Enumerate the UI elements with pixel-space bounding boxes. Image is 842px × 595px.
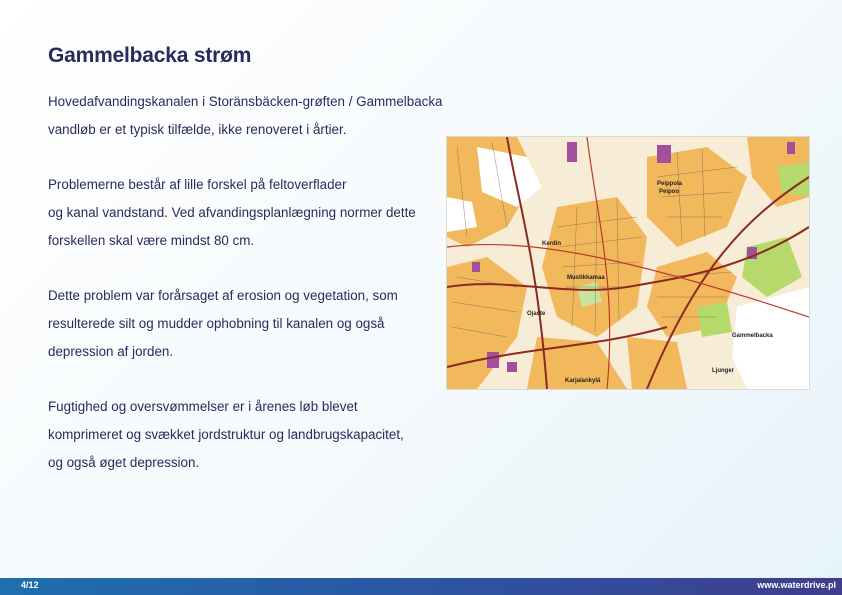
body-text: [48, 88, 468, 504]
text-line: Dette problem var forårsaget af erosion og vegetation, som: [48, 288, 398, 303]
website-link[interactable]: www.waterdrive.pl: [757, 580, 836, 590]
map-label-peippola: Peippola: [657, 181, 683, 187]
footer-bar: [0, 578, 842, 595]
text-line: og kanal vandstand. Ved afvandingsplanlægning normer dette: [48, 205, 416, 220]
paragraph-1: [48, 88, 468, 144]
map-label-ljunger: Ljunger: [712, 368, 734, 374]
text-line: forskellen skal være mindst 80 cm.: [48, 233, 255, 248]
paragraph-2: [48, 171, 468, 255]
map-label-ojaste: Ojaste: [527, 311, 546, 317]
text-line: komprimeret og svækket jordstruktur og landbrugskapacitet,: [48, 427, 404, 442]
map-label-gammelbacka: Gammelbacka: [732, 333, 773, 339]
text-line: resulterede silt og mudder ophobning til kanalen og også: [48, 316, 385, 331]
paragraph-4: [48, 393, 468, 477]
text-line: Hovedafvandingskanalen i Storänsbäcken-grøften / Gammelbacka: [48, 94, 443, 109]
page-title: Gammelbacka strøm: [48, 44, 252, 67]
map-label-mustik: Mustikkamaa: [567, 275, 605, 281]
area-map-image: [446, 136, 810, 390]
text-line: Problemerne består af lille forskel på feltoverflader: [48, 177, 347, 192]
paragraph-3: [48, 282, 468, 366]
page-number: 4/12: [21, 580, 39, 590]
text-line: Fugtighed og oversvømmelser er i årenes løb blevet: [48, 399, 358, 414]
text-line: vandløb er et typisk tilfælde, ikke renoveret i årtier.: [48, 122, 347, 137]
map-label-peipoo: Peipoo: [659, 189, 680, 195]
map-label-karjala: Karjalankylä: [565, 378, 601, 384]
text-line: depression af jorden.: [48, 344, 174, 359]
map-label-kerdin: Kerdin: [542, 241, 562, 247]
text-line: og også øget depression.: [48, 455, 200, 470]
map-graphic: [447, 137, 809, 389]
